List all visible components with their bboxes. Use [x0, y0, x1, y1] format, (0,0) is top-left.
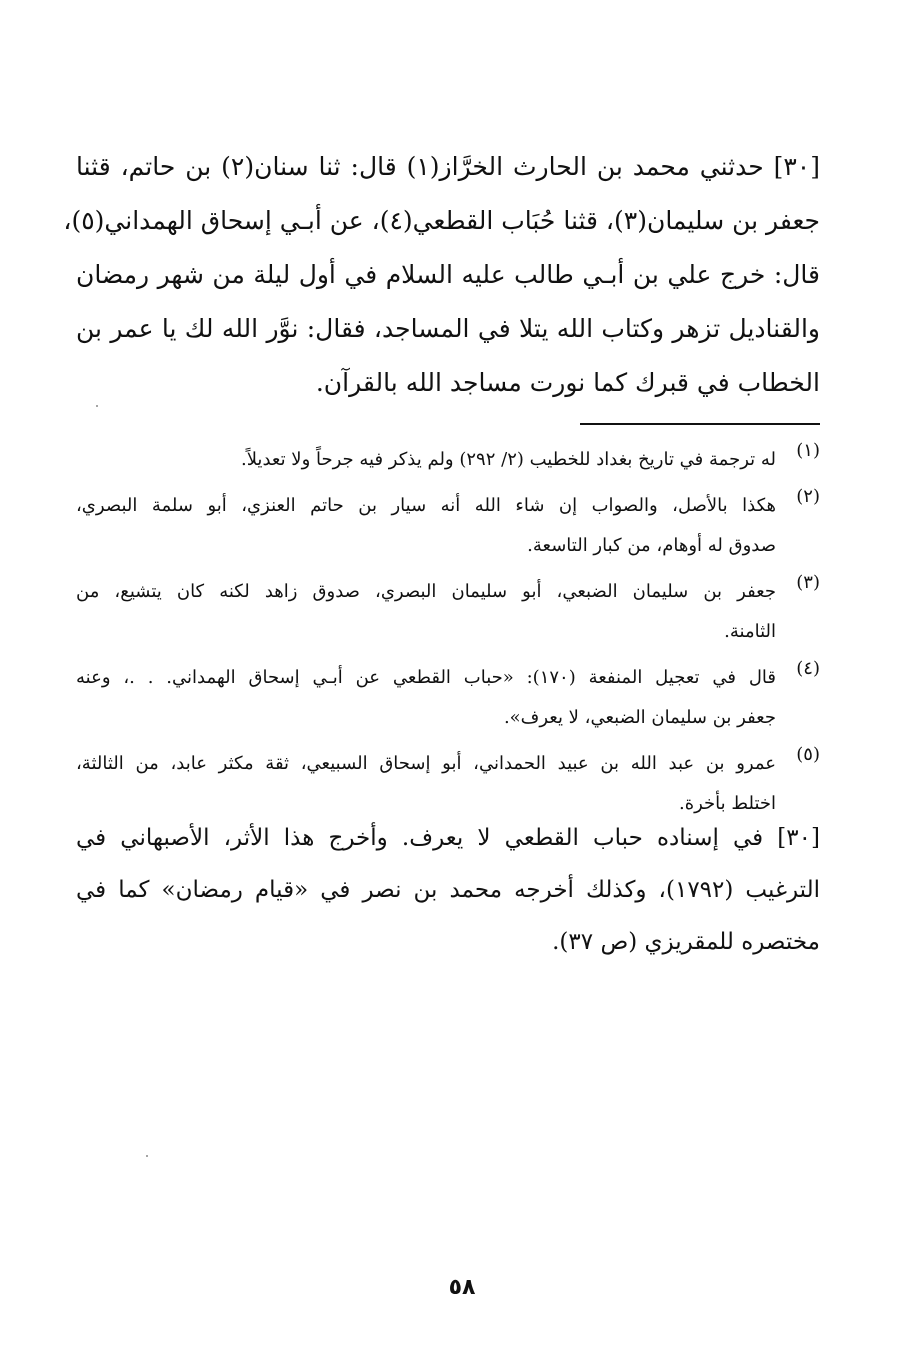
footnote-4	[76, 658, 820, 738]
footnote-number: (٤)	[796, 658, 820, 679]
footnote-line: جعفر بن سليمان الضبعي، لا يعرف».	[503, 707, 776, 728]
scan-speck	[146, 1155, 148, 1157]
footnote-2	[76, 486, 820, 566]
footnote-line: هكذا بالأصل، والصواب إن شاء الله أنه سيار بن حاتم العنزي، أبو سلمة البصري،	[76, 495, 777, 516]
scan-speck	[96, 405, 98, 407]
main-text-line: [٣٠] حدثني محمد بن الحارث الخرَّاز(١) قال: ثنا سنان(٢) بن حاتم، قثنا	[76, 152, 820, 181]
footnote-1	[76, 440, 820, 480]
main-text-line: قال: خرج علي بن أبـي طالب عليه السلام في أول ليلة من شهر رمضان	[76, 260, 820, 289]
main-text-line: الخطاب في قبرك كما نورت مساجد الله بالقرآن.	[315, 368, 820, 397]
footnote-line: قال في تعجيل المنفعة (١٧٠): «حباب القطعي عن أبـي إسحاق الهمداني. . .، وعنه	[76, 667, 776, 688]
page-number: ٥٨	[448, 1275, 476, 1300]
main-text-line: جعفر بن سليمان(٣)، قثنا حُبَاب القطعي(٤)، عن أبـي إسحاق الهمداني(٥)،	[63, 206, 820, 235]
footnote-line: الثامنة.	[724, 621, 776, 642]
footnote-divider	[580, 423, 820, 425]
footnotes	[76, 440, 820, 830]
commentary	[76, 812, 820, 968]
footnote-number: (٢)	[796, 486, 820, 507]
footnote-number: (١)	[796, 440, 820, 461]
footnote-line: صدوق له أوهام، من كبار التاسعة.	[527, 535, 776, 556]
main-text	[63, 140, 820, 410]
footnote-line: عمرو بن عبد الله بن عبيد الحمداني، أبو إسحاق السبيعي، ثقة مكثر عابد، من الثالثة،	[76, 753, 776, 774]
commentary-line: [٣٠] في إسناده حباب القطعي لا يعرف. وأخرج هذا الأثر، الأصبهاني في	[76, 825, 820, 851]
footnote-3	[76, 572, 820, 652]
main-text-line: والقناديل تزهر وكتاب الله يتلا في المساجد، فقال: نوَّر الله لك يا عمر بن	[76, 314, 820, 343]
commentary-line: الترغيب (١٧٩٢)، وكذلك أخرجه محمد بن نصر في «قيام رمضان» كما في	[76, 877, 820, 903]
footnote-number: (٣)	[796, 572, 820, 593]
commentary-line: مختصره للمقريزي (ص ٣٧).	[552, 929, 820, 955]
footnote-line: جعفر بن سليمان الضبعي، أبو سليمان البصري، صدوق زاهد لكنه كان يتشيع، من	[76, 581, 776, 602]
footnote-line: اختلط بأخرة.	[678, 793, 776, 814]
footnote-line: له ترجمة في تاريخ بغداد للخطيب (٢/ ٢٩٢) ولم يذكر فيه جرحاً ولا تعديلاً.	[240, 449, 776, 470]
footnote-number: (٥)	[796, 744, 820, 765]
